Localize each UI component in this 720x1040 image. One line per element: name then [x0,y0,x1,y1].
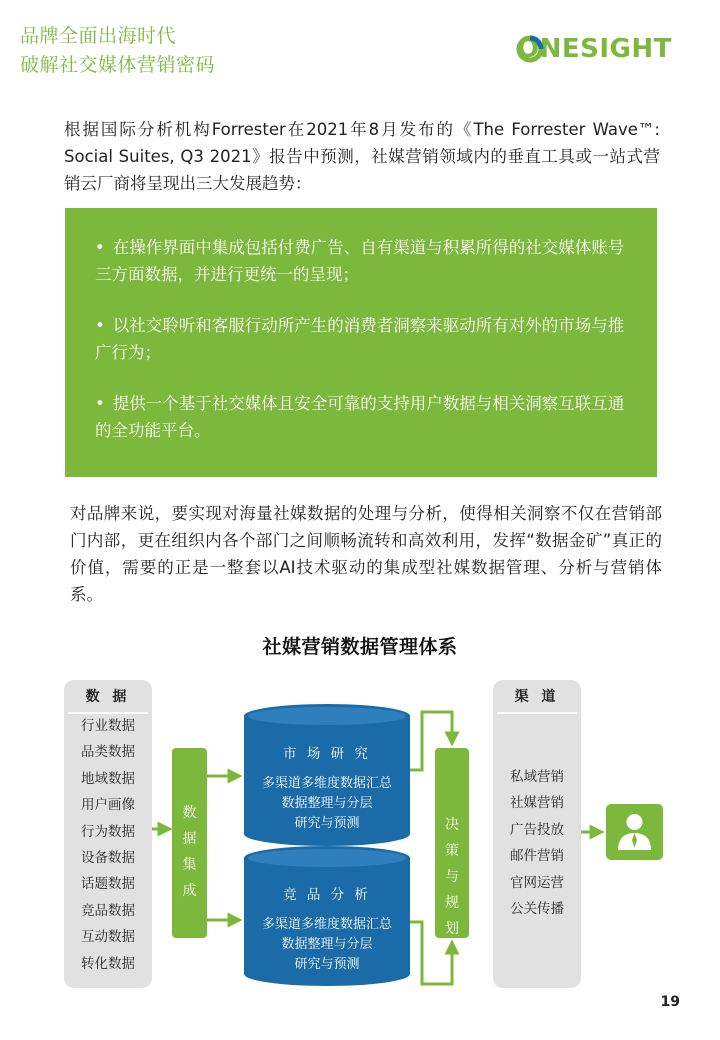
bar-char: 与 [445,869,459,885]
bar-char: 划 [445,921,459,937]
market-research-line: 数据整理与分层 [281,796,373,811]
data-item: 转化数据 [81,955,135,972]
decision-planning-bar [435,748,469,938]
competitor-analysis-title: 竞 品 分 析 [283,887,371,903]
bar-char: 成 [182,883,197,899]
bar-char: 集 [182,857,197,873]
data-integration-label [172,800,207,904]
competitor-analysis-label [242,885,412,975]
channel-panel-heading: 渠 道 [514,689,560,705]
logo-wordmark: ONESIGHT [517,34,672,64]
channel-item: 官网运营 [510,874,564,891]
data-item: 话题数据 [81,876,135,893]
intro-paragraph: 根据国际分析机构Forrester在2021年8月发布的《The Forrester Wave™: Social Suites, Q3 2021》报告中预测，社媒营销领域内的垂直工具或一站式营销云厂商将呈现出三大发展趋势： [64,120,660,193]
data-item: 行业数据 [81,718,135,734]
bullet-icon: • [95,316,105,335]
user-box [606,804,663,860]
channel-item: 社媒营销 [510,795,564,812]
logo-o-icon [519,38,541,60]
data-item: 互动数据 [81,929,135,946]
bar-char: 策 [445,843,459,859]
header-title-line1: 品牌全面出海时代 [20,25,177,47]
diagram-title: 社媒营销数据管理体系 [262,636,458,658]
market-research-line: 研究与预测 [294,816,360,831]
header-title-line2: 破解社交媒体营销密码 [20,54,216,76]
decision-planning-label [435,812,469,942]
bullet-icon: • [95,394,105,413]
data-item: 行为数据 [81,823,135,840]
market-research-line: 多渠道多维度数据汇总 [261,776,392,791]
bar-char: 据 [182,831,197,847]
competitor-analysis-line: 数据整理与分层 [281,937,373,952]
competitor-analysis-line: 多渠道多维度数据汇总 [261,917,392,932]
bar-char: 决 [445,817,459,833]
competitor-analysis-line: 研究与预测 [294,957,360,972]
user-icon [606,804,663,860]
data-integration-bar [172,748,207,938]
data-item: 设备数据 [81,849,135,866]
data-item: 地域数据 [81,770,135,787]
channel-item: 邮件营销 [510,848,564,865]
data-panel-heading: 数 据 [85,689,131,705]
channel-item: 广告投放 [510,821,564,838]
trend-text: 以社交聆听和客服行动所产生的消费者洞察来驱动所有对外的市场与推广行为； [95,316,625,362]
bullet-icon: • [95,238,105,257]
market-research-label [242,744,412,834]
channel-item: 公关传播 [510,900,564,917]
data-item: 用户画像 [81,797,135,814]
data-item: 竞品数据 [81,902,135,919]
conclusion-paragraph: 对品牌来说，要实现对海量社媒数据的处理与分析，使得相关洞察不仅在营销部门内部，更在组织内各个部门之间顺畅流转和高效利用，发挥“数据金矿”真正的价值，需要的正是一整套以AI技术驱动的集成型社媒数据管理、分析与营销体系。 [70,504,662,604]
market-research-title: 市 场 研 究 [283,746,371,762]
trend-text: 提供一个基于社交媒体且安全可靠的支持用户数据与相关洞察互联互通的全功能平台。 [95,394,625,440]
page-number: 19 [660,994,680,1010]
channel-item: 私域营销 [510,769,564,785]
bar-char: 规 [445,895,459,911]
trend-text: 在操作界面中集成包括付费广告、自有渠道与积累所得的社交媒体账号三方面数据，并进行更统一的呈现； [95,238,625,284]
data-item: 品类数据 [81,744,135,761]
bar-char: 数 [182,805,197,821]
